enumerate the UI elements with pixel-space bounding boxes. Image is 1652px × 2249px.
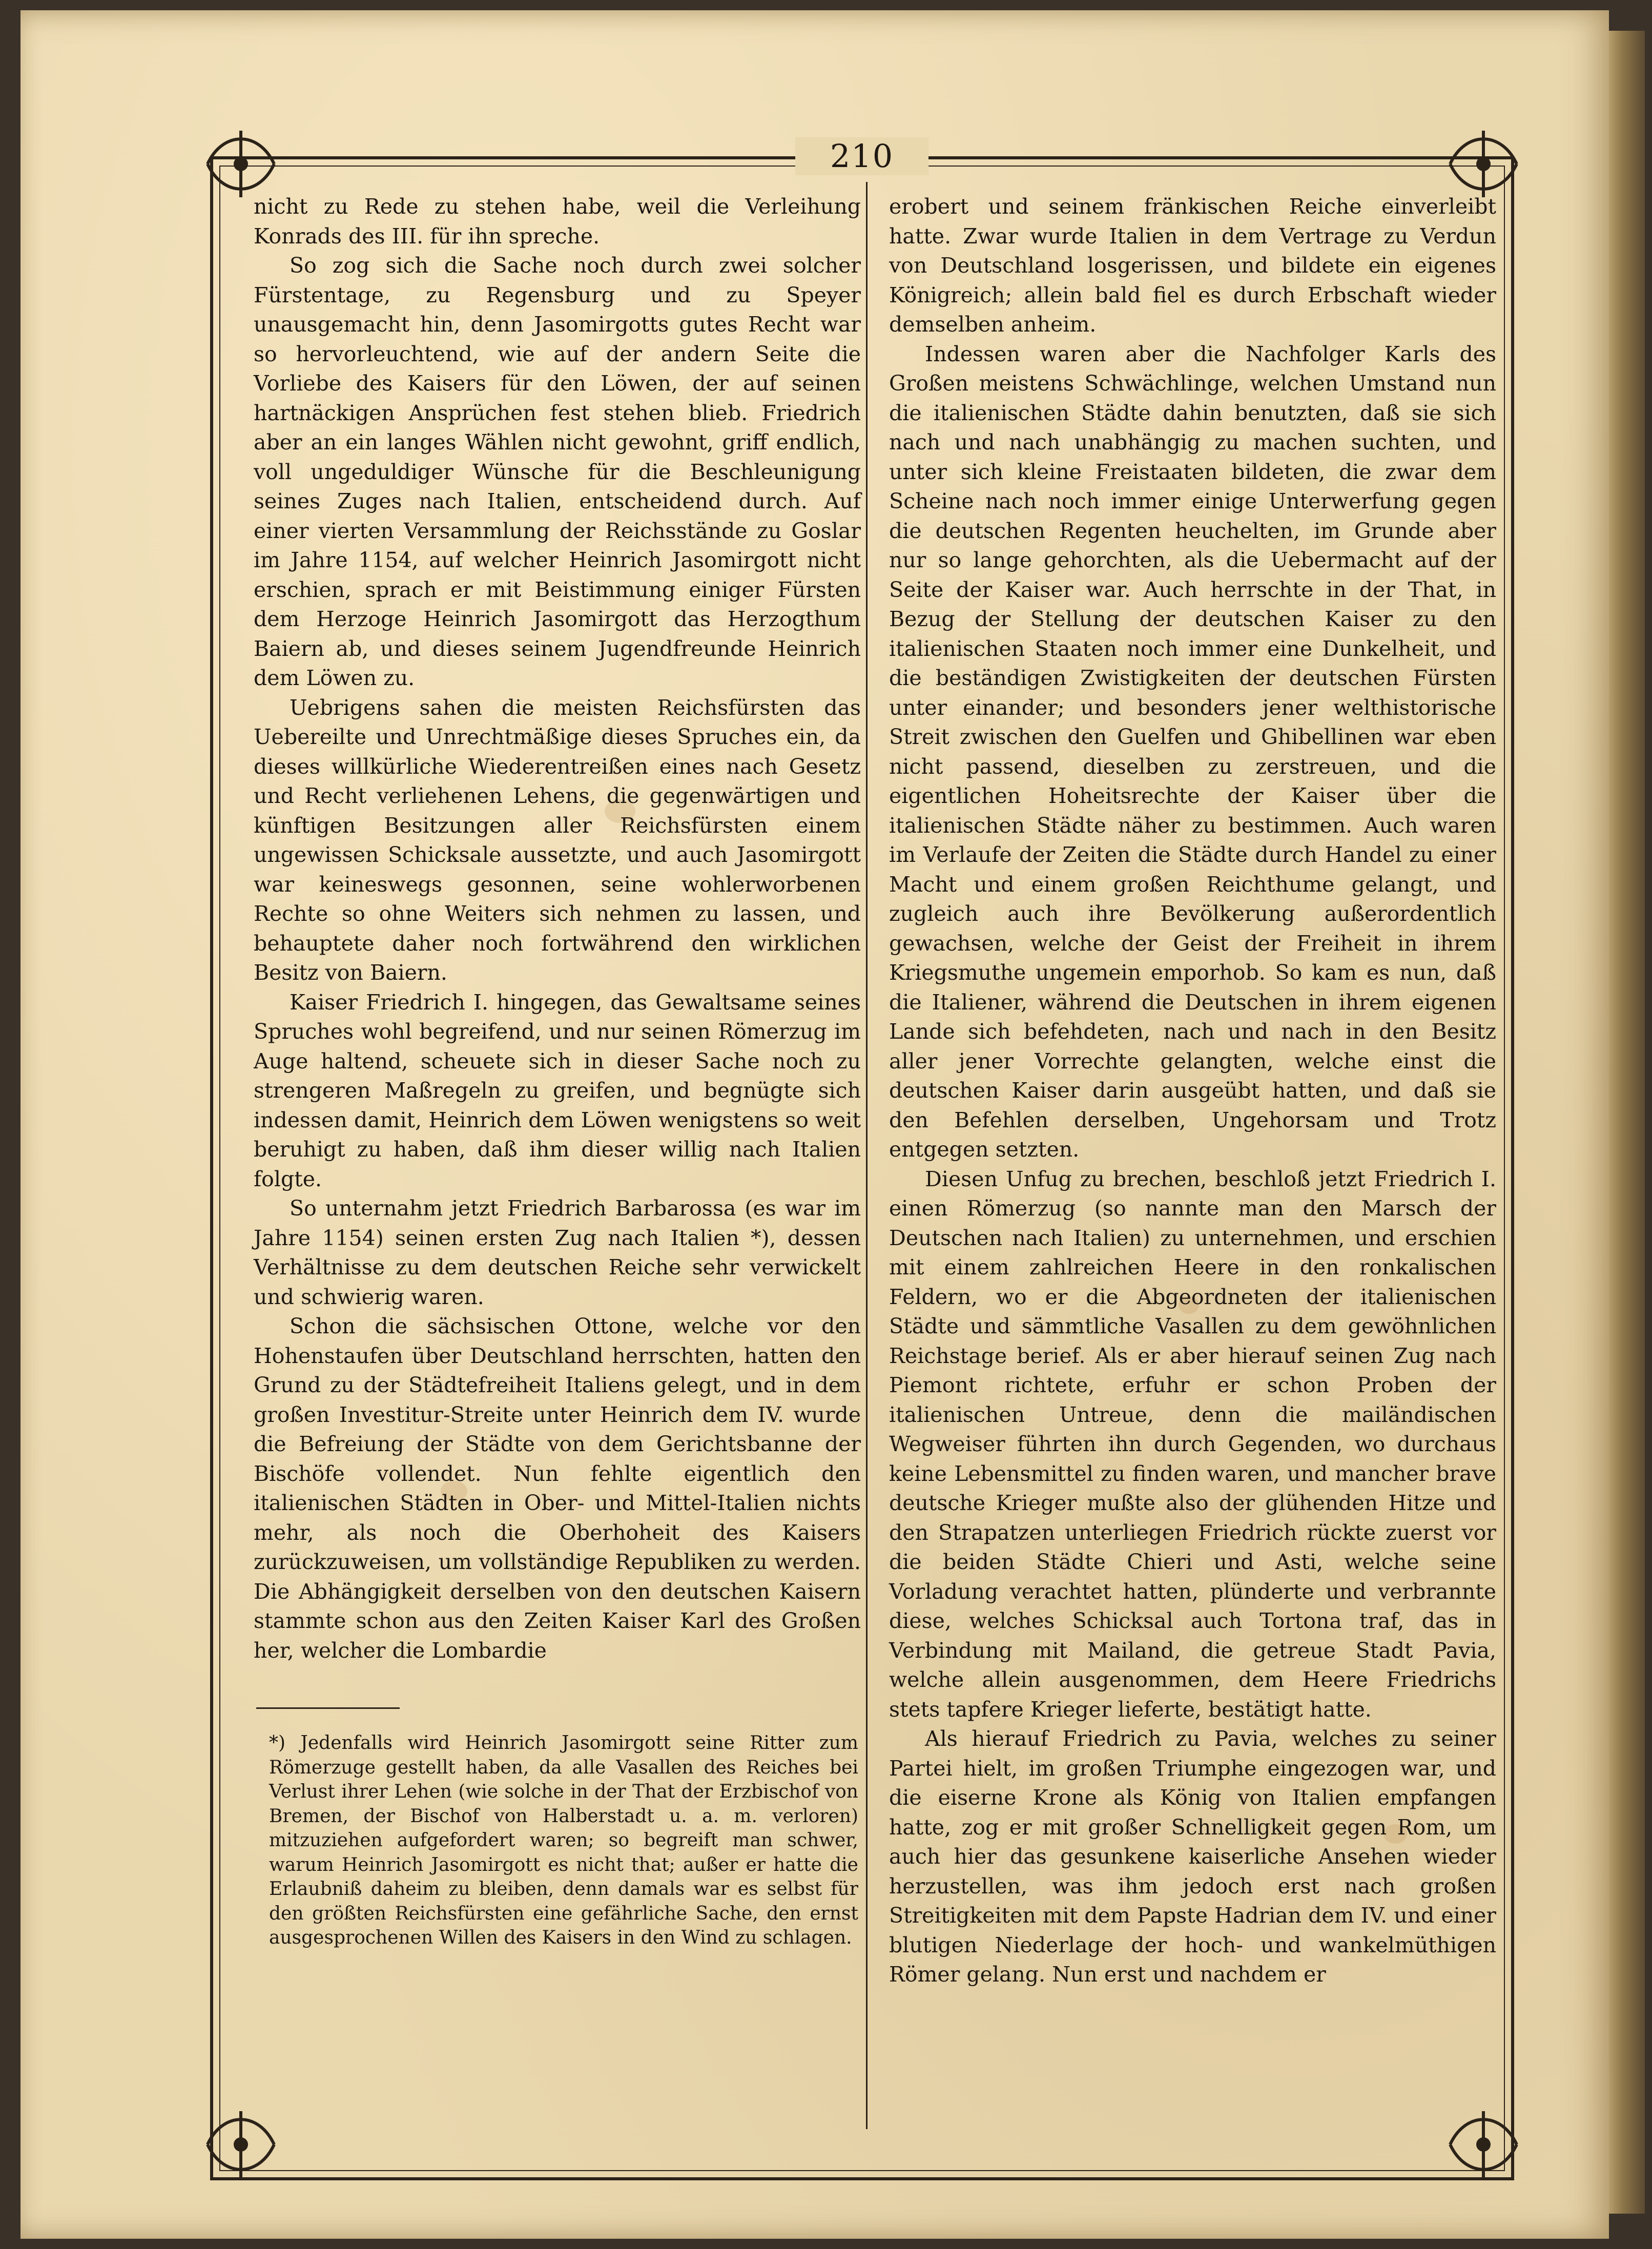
corner-ornament-top-left [202,126,279,202]
paragraph: nicht zu Rede zu stehen habe, weil die Verleihung Konrads des III. für ihn spreche. [254,194,861,249]
page-edge-shadow [1609,31,1645,2214]
left-column [254,192,861,1665]
paragraph: Als hierauf Friedrich zu Pavia, welches zu seiner Partei hielt, im großen Triumphe eingezogen war, und die eiserne Krone als König von Italien empfangen hatte, zog er mit großer Schnelligkeit gegen Rom, um auch hier das gesunkene kaiserliche Ansehen wieder herzustellen, was ihm jedoch erst nach großen Streitigkeiten mit dem Papste Hadrian dem IV. und einer blutigen Niederlage der hoch- und wankelmüthigen Römer gelang. Nun erst und nachdem er [889,1726,1496,1987]
corner-ornament-top-right [1445,126,1522,202]
paragraph: Schon die sächsischen Ottone, welche vor den Hohenstaufen über Deutschland herrschten, hatten den Grund zu der Städtefreiheit Italiens gelegt, und in dem großen Investitur-Streite unter Heinrich dem IV. wurde die Befreiung der Städte von dem Gerichtsbanne der Bischöfe vollendet. Nun fehlte eigentlich den italienischen Städten in Ober- und Mittel-Italien nichts mehr, als noch die Oberhoheit des Kaisers zurückzuweisen, um vollständige Republiken zu werden. Die Abhängigkeit derselben von den deutschen Kaisern stammte schon aus den Zeiten Kaiser Karl des Großen her, welcher die Lombardie [254,1314,861,1663]
right-column [889,192,1496,1990]
header-rule-right [935,156,1422,159]
paragraph: Diesen Unfug zu brechen, beschloß jetzt Friedrich I. einen Römerzug (so nannte man den Marsch der Deutschen nach Italien) zu unternehmen, und erschien mit einem zahlreichen Heere in den ronkalischen Feldern, wo er die Abgeordneten der italienischen Städte und sämmtliche Vasallen zu dem gewöhnlichen Reichstage berief. Als er aber hierauf seinen Zug nach Piemont richtete, erfuhr er schon Proben der italienischen Untreue, denn die mailändischen Wegweiser führten ihn durch Gegenden, wo durchaus keine Lebensmittel zu finden waren, und mancher brave deutsche Krieger mußte also der glühenden Hitze und den Strapatzen unterliegen Friedrich rückte zuerst vor die beiden Städte Chieri und Asti, welche seine Vorladung verachtet hatten, plünderte und verbrannte diese, welches Schicksal auch Tortona traf, das in Verbindung mit Mailand, die getreue Stadt Pavia, welche allein ausgenommen, dem Heere Friedrichs stets tapfere Krieger lieferte, bestätigt hatte. [889,1166,1496,1722]
paragraph: So zog sich die Sache noch durch zwei solcher Fürstentage, zu Regensburg und zu Speyer unausgemacht hin, denn Jasomirgotts gutes Recht war so hervorleuchtend, wie auf der andern Seite die Vorliebe des Kaisers für den Löwen, der auf seinen hartnäckigen Ansprüchen fest stehen blieb. Friedrich aber an ein langes Wählen nicht gewohnt, griff endlich, voll ungeduldiger Wünsche für die Beschleunigung seines Zuges nach Italien, entscheidend durch. Auf einer vierten Versammlung der Reichsstände zu Goslar im Jahre 1154, auf welcher Heinrich Jasomirgott nicht erschien, sprach er mit Beistimmung einiger Fürsten dem Herzoge Heinrich Jasomirgott das Herzogthum Baiern ab, und dieses seinem Jugendfreunde Heinrich dem Löwen zu. [254,253,861,690]
header-rule-left [307,156,789,159]
paragraph: Kaiser Friedrich I. hingegen, das Gewaltsame seines Spruches wohl begreifend, und nur seinen Römerzug im Auge haltend, scheuete sich in dieser Sache noch zu strengeren Maßregeln zu greifen, und begnügte sich indessen damit, Heinrich dem Löwen wenigstens so weit beruhigt zu haben, daß ihm dieser willig nach Italien folgte. [254,989,861,1191]
footnote [269,1731,858,1950]
paragraph: Uebrigens sahen die meisten Reichsfürsten das Uebereilte und Unrechtmäßige dieses Spruches ein, da dieses willkürliche Wiederentreißen eines nach Gesetz und Recht verliehenen Lehens, die gegenwärtigen und künftigen Besitzungen aller Reichsfürsten einem ungewissen Schicksale aussetzte, und auch Jasomirgott war keineswegs gesonnen, seine wohlerworbenen Rechte so ohne Weiters sich nehmen zu lassen, und behauptete daher noch fortwährend den wirklichen Besitz von Baiern. [254,695,861,985]
corner-ornament-bottom-left [202,2106,279,2183]
paragraph: erobert und seinem fränkischen Reiche einverleibt hatte. Zwar wurde Italien in dem Vertrage zu Verdun von Deutschland losgerissen, und bildete ein eigenes Königreich; allein bald fiel es durch Erbschaft wieder demselben anheim. [889,194,1496,337]
column-divider [866,182,868,2129]
page-number: 210 [795,137,928,175]
footnote-rule [256,1707,400,1709]
paragraph: Indessen waren aber die Nachfolger Karls des Großen meistens Schwächlinge, welchen Umstand nun die italienischen Städte dahin benutzten, daß sie sich nach und nach unabhängig zu machen suchten, und unter sich kleine Freistaaten bildeten, die zwar dem Scheine nach noch immer einige Unterwerfung gegen die deutschen Regenten heuchelten, im Grunde aber nur so lange gehorchten, als die Uebermacht auf der Seite der Kaiser war. Auch herrschte in der That, in Bezug der Stellung der deutschen Kaiser zu den italienischen Staaten noch immer eine Dunkelheit, und die beständigen Zwistigkeiten der deutschen Fürsten unter einander; und besonders jener welthistorische Streit zwischen den Guelfen und Ghibellinen war eben nicht passend, dieselben zu zerstreuen, und die eigentlichen Hoheitsrechte der Kaiser über die italienischen Städte näher zu bestimmen. Auch waren im Verlaufe der Zeiten die Städte durch Handel zu einer Macht und einem großen Reichthume gelangt, und zugleich auch ihre Bevölkerung außerordentlich gewachsen, welche der Geist der Freiheit in ihrem Kriegsmuthe ungemein emporhob. So kam es nun, daß die Italiener, während die Deutschen in ihrem eigenen Lande sich befehdeten, nach und nach in den Besitz aller jener Vorrechte gelangten, welche einst die deutschen Kaiser darin ausgeübt hatten, und daß sie den Befehlen derselben, Ungehorsam und Trotz entgegen setzten. [889,341,1496,1162]
footnote-text: *) Jedenfalls wird Heinrich Jasomirgott seine Ritter zum Römerzuge gestellt haben, da alle Vasallen des Reiches bei Verlust ihrer Lehen (wie solche in der That der Erzbischof von Bremen, der Bischof von Halberstadt u. a. m. verloren) mitzuziehen aufgefordert waren; so begreift man schwer, warum Heinrich Jasomirgott es nicht that; außer er hatte die Erlaubniß daheim zu bleiben, denn damals war es selbst für den größten Reichsfürsten eine gefährliche Sache, den ernst ausgesprochenen Willen des Kaisers in den Wind zu schlagen. [269,1732,858,1948]
paragraph: So unternahm jetzt Friedrich Barbarossa (es war im Jahre 1154) seinen ersten Zug nach Italien *), dessen Verhältnisse zu dem deutschen Reiche sehr verwickelt und schwierig waren. [254,1196,861,1309]
corner-ornament-bottom-right [1445,2106,1522,2183]
